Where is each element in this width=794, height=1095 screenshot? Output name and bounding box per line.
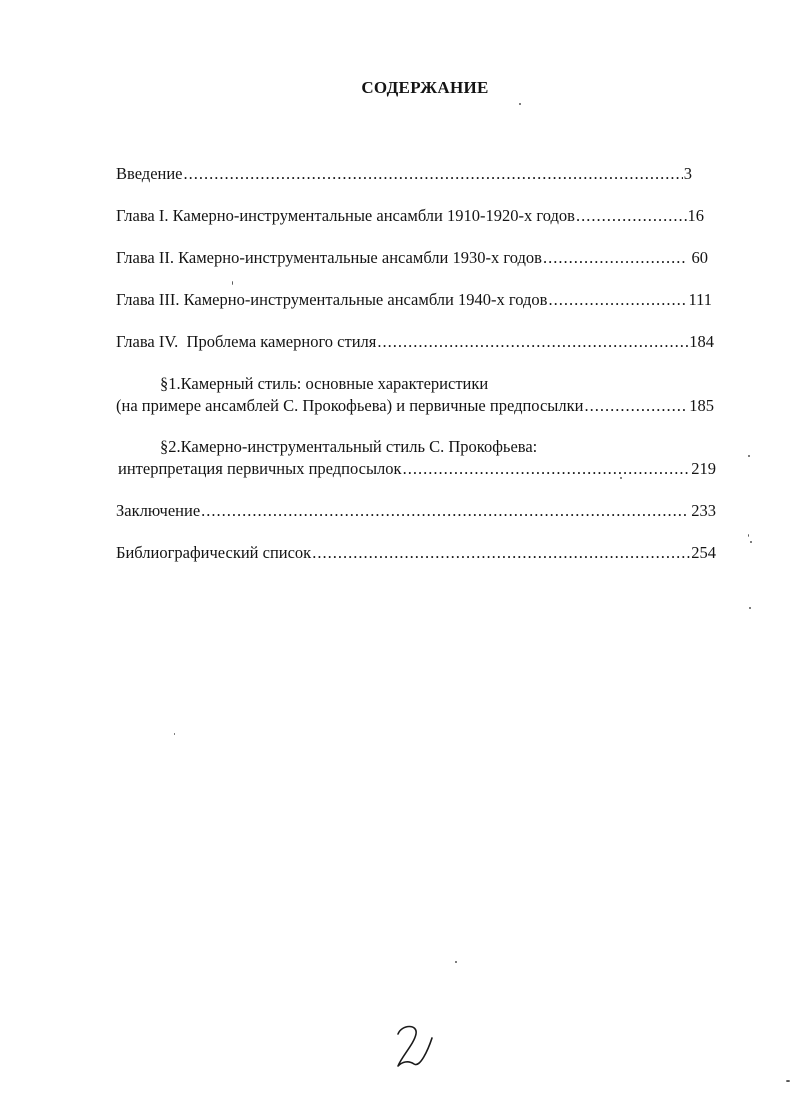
scan-speck — [174, 733, 175, 735]
toc-entry-bibliography — [116, 543, 716, 563]
toc-entry-page: 219 — [691, 459, 716, 478]
scan-speck — [232, 281, 233, 285]
toc-entry-page: 185 — [689, 396, 714, 415]
dot-leader — [184, 164, 683, 184]
toc-entry-page: 60 — [687, 248, 708, 267]
toc-entry-label: интерпретация первичных предпосылок — [118, 459, 402, 478]
toc-entry-label: Заключение — [116, 501, 201, 520]
scan-speck — [455, 961, 457, 963]
toc-entry-label: Глава IV. Проблема камерного стиля — [116, 332, 377, 351]
dot-leader — [403, 459, 691, 479]
toc-entry-label: (на примере ансамблей С. Прокофьева) и первичные предпосылки — [116, 396, 584, 415]
scan-speck — [620, 477, 622, 479]
dot-leader — [584, 396, 688, 416]
toc-entry-section-2 — [118, 459, 716, 479]
toc-entry-page: 3 — [683, 164, 692, 183]
scan-speck — [748, 534, 749, 537]
scan-speck — [519, 103, 521, 105]
toc-section-1-heading: §1.Камерный стиль: основные характеристики — [160, 374, 489, 393]
toc-entry-chapter-1 — [116, 206, 704, 226]
dot-leader — [377, 332, 688, 352]
toc-entry-introduction — [116, 164, 692, 184]
dot-leader — [312, 543, 690, 563]
dot-leader — [543, 248, 686, 268]
toc-entry-label: Библиографический список — [116, 543, 312, 562]
scan-speck — [748, 455, 750, 457]
toc-entry-conclusion — [116, 501, 716, 521]
toc-entry-label: Глава II. Камерно-инструментальные ансамбли 1930-х годов — [116, 248, 542, 267]
toc-entry-section-1 — [116, 396, 714, 416]
dot-leader — [576, 206, 687, 226]
toc-entry-page: 254 — [691, 543, 716, 562]
dot-leader — [548, 290, 687, 310]
toc-entry-label: Введение — [116, 164, 183, 183]
toc-entry-chapter-2 — [116, 248, 708, 268]
page-title: СОДЕРЖАНИЕ — [361, 78, 489, 97]
toc-entry-chapter-4 — [116, 332, 714, 352]
toc-entry-label: Глава I. Камерно-инструментальные ансамбли 1910-1920-х годов — [116, 206, 575, 225]
scan-speck — [749, 607, 751, 609]
toc-entry-page: 184 — [689, 332, 714, 351]
toc-entry-page: 233 — [687, 501, 716, 520]
toc-entry-page: 16 — [687, 206, 704, 225]
scan-speck — [786, 1080, 790, 1082]
toc-entry-chapter-3 — [116, 290, 712, 310]
toc-entry-label: Глава III. Камерно-инструментальные ансамбли 1940-х годов — [116, 290, 548, 309]
toc-section-2-heading: §2.Камерно-инструментальный стиль С. Прокофьева: — [160, 437, 538, 456]
handwritten-page-number — [388, 1020, 438, 1072]
scan-speck — [750, 541, 752, 543]
dot-leader — [201, 501, 686, 521]
toc-entry-page: 111 — [688, 290, 712, 309]
